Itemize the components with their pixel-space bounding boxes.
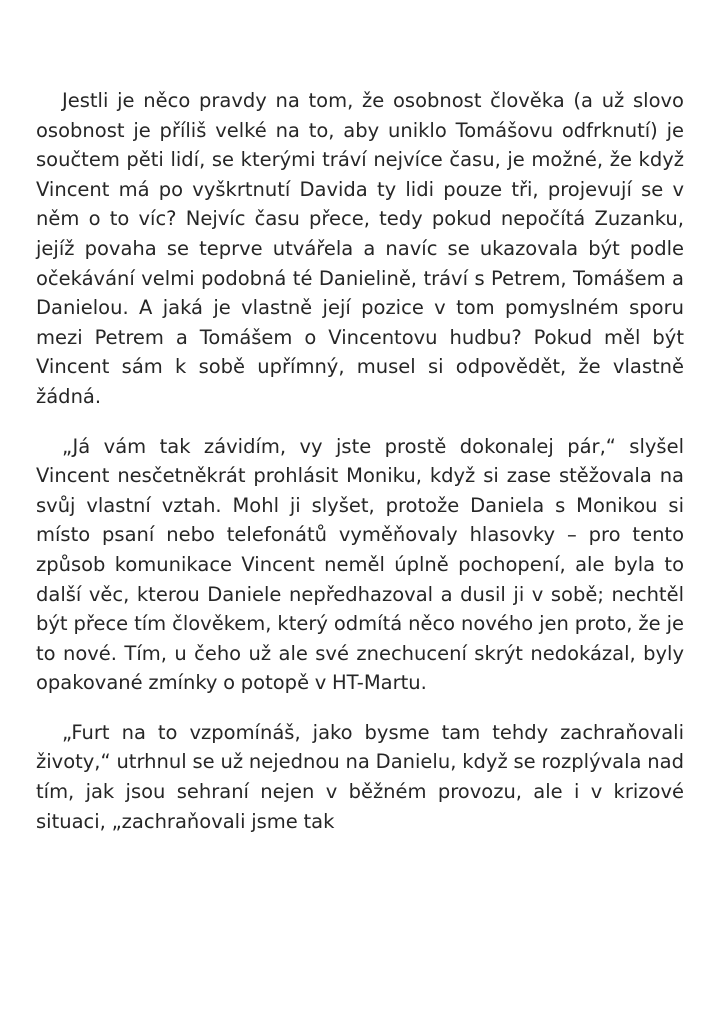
paragraph-2: „Já vám tak závidím, vy jste prostě dokonalej pár,“ slyšel Vincent nesčetněkrát prohlásit Moniku, když si zase stěžovala na svůj vlastní vztah. Mohl ji slyšet, protože Daniela s Monikou si místo psaní nebo telefonátů vyměňovaly hlasovky – pro tento způsob komunikace Vincent neměl úplně pochopení, ale byla to další věc, kterou Daniele nepředhazoval a dusil ji v sobě; nechtěl být přece tím člověkem, který odmítá něco nového jen proto, že je to nové. Tím, u čeho už ale své znechucení skrýt nedokázal, byly opakované zmínky o potopě v HT-Martu.	[36, 434, 684, 695]
paragraph-1: Jestli je něco pravdy na tom, že osobnost člověka (a už slovo osobnost je příliš velké na to, aby uniklo Tomášovu odfrknutí) je součtem pěti lidí, se kterými tráví nejvíce času, je možné, že když Vincent má po vyškrtnutí Davida ty lidi pouze tři, projevují se v něm o to víc? Nejvíc času přece, tedy pokud nepočítá Zuzanku, jejíž povaha se teprve utvářela a navíc se ukazovala být podle očekávání velmi podobná té Danielině, tráví s Petrem, Tomášem a Danielou. A jaká je vlastně její pozice v tom pomyslném sporu mezi Petrem a Tomášem o Vincentovu hudbu? Pokud měl být Vincent sám k sobě upřímný, musel si odpovědět, že vlastně žádná.	[36, 89, 684, 408]
page-text	[36, 86, 684, 836]
paragraph-3: „Furt na to vzpomínáš, jako bysme tam tehdy zachraňovali životy,“ utrhnul se už nejednou na Danielu, když se rozplývala nad tím, jak jsou sehraní nejen v běžném provozu, ale i v krizové situaci, „zachraňovali jsme tak	[36, 720, 684, 833]
